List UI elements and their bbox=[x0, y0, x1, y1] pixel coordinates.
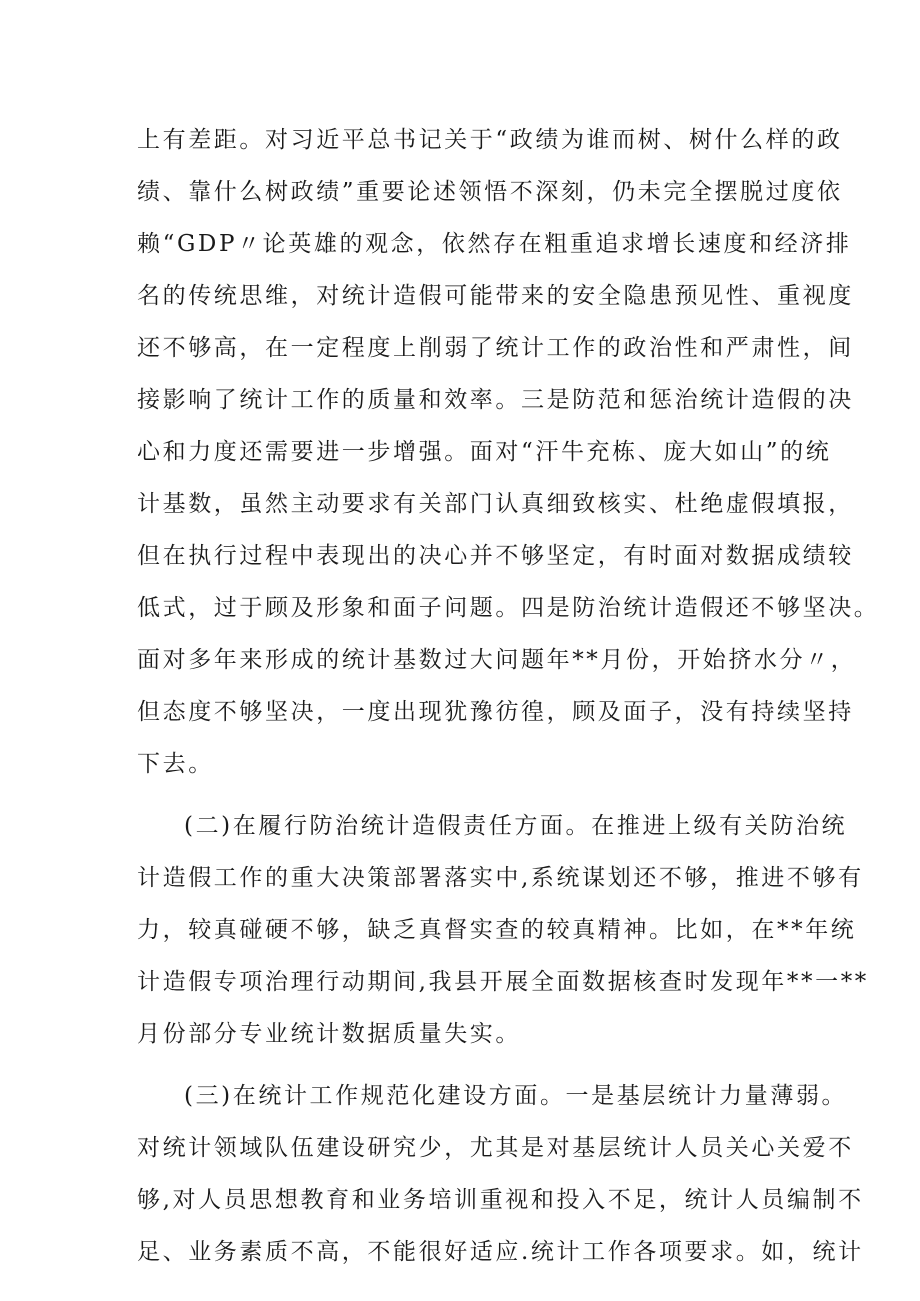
text-line: 够,对人员思想教育和业务培训重视和投入不足，统计人员编制不 bbox=[137, 1187, 864, 1213]
text-line: 名的传统思维，对统计造假可能带来的安全隐患预见性、重视度 bbox=[137, 283, 854, 309]
text-line: 上有差距。对习近平总书记关于“政绩为谁而树、树什么样的政 bbox=[137, 127, 843, 153]
text-line: 足、业务素质不高，不能很好适应.统计工作各项要求。如，统计 bbox=[137, 1239, 864, 1265]
text-line: 心和力度还需要进一步增强。面对“汗牛充栋、庞大如山”的统 bbox=[137, 439, 832, 465]
text-line: 力，较真碰硬不够，缺乏真督实查的较真精神。比如，在**年统 bbox=[137, 917, 857, 943]
text-line: 赖“GDP〃论英雄的观念，依然存在粗重追求增长速度和经济排 bbox=[137, 231, 852, 257]
text-line: 计造假专项治理行动期间,我县开展全面数据核查时发现年**一** bbox=[137, 969, 869, 995]
text-line: 低式，过于顾及形象和面子问题。四是防治统计造假还不够坚决。 bbox=[137, 595, 880, 621]
text-line: 月份部分专业统计数据质量失实。 bbox=[137, 1021, 521, 1047]
text-line: 但在执行过程中表现出的决心并不够坚定，有时面对数据成绩较 bbox=[137, 543, 854, 569]
text-line: 还不够高，在一定程度上削弱了统计工作的政治性和严肃性，间 bbox=[137, 335, 854, 361]
text-line: 计基数，虽然主动要求有关部门认真细致核实、杜绝虚假填报， bbox=[137, 491, 854, 517]
text-line: 接影响了统计工作的质量和效率。三是防范和惩治统计造假的决 bbox=[137, 387, 854, 413]
text-line: 下去。 bbox=[137, 751, 214, 777]
text-line: 计造假工作的重大决策部署落实中,系统谋划还不够，推进不够有 bbox=[137, 865, 864, 891]
text-line: 绩、靠什么树政绩”重要论述领悟不深刻，仍未完全摆脱过度依 bbox=[137, 179, 843, 205]
text-line: 对统计领域队伍建设研究少，尤其是对基层统计人员关心关爱不 bbox=[137, 1135, 854, 1161]
section-heading-line: (二)在履行防治统计造假责任方面。在推进上级有关防治统 bbox=[184, 813, 848, 839]
text-line: 但态度不够坚决，一度出现犹豫彷徨，顾及面子，没有持续坚持 bbox=[137, 699, 854, 725]
text-line: 面对多年来形成的统计基数过大问题年**月份，开始挤水分〃， bbox=[137, 647, 857, 673]
section-heading-line: (三)在统计工作规范化建设方面。一是基层统计力量薄弱。 bbox=[184, 1083, 848, 1109]
